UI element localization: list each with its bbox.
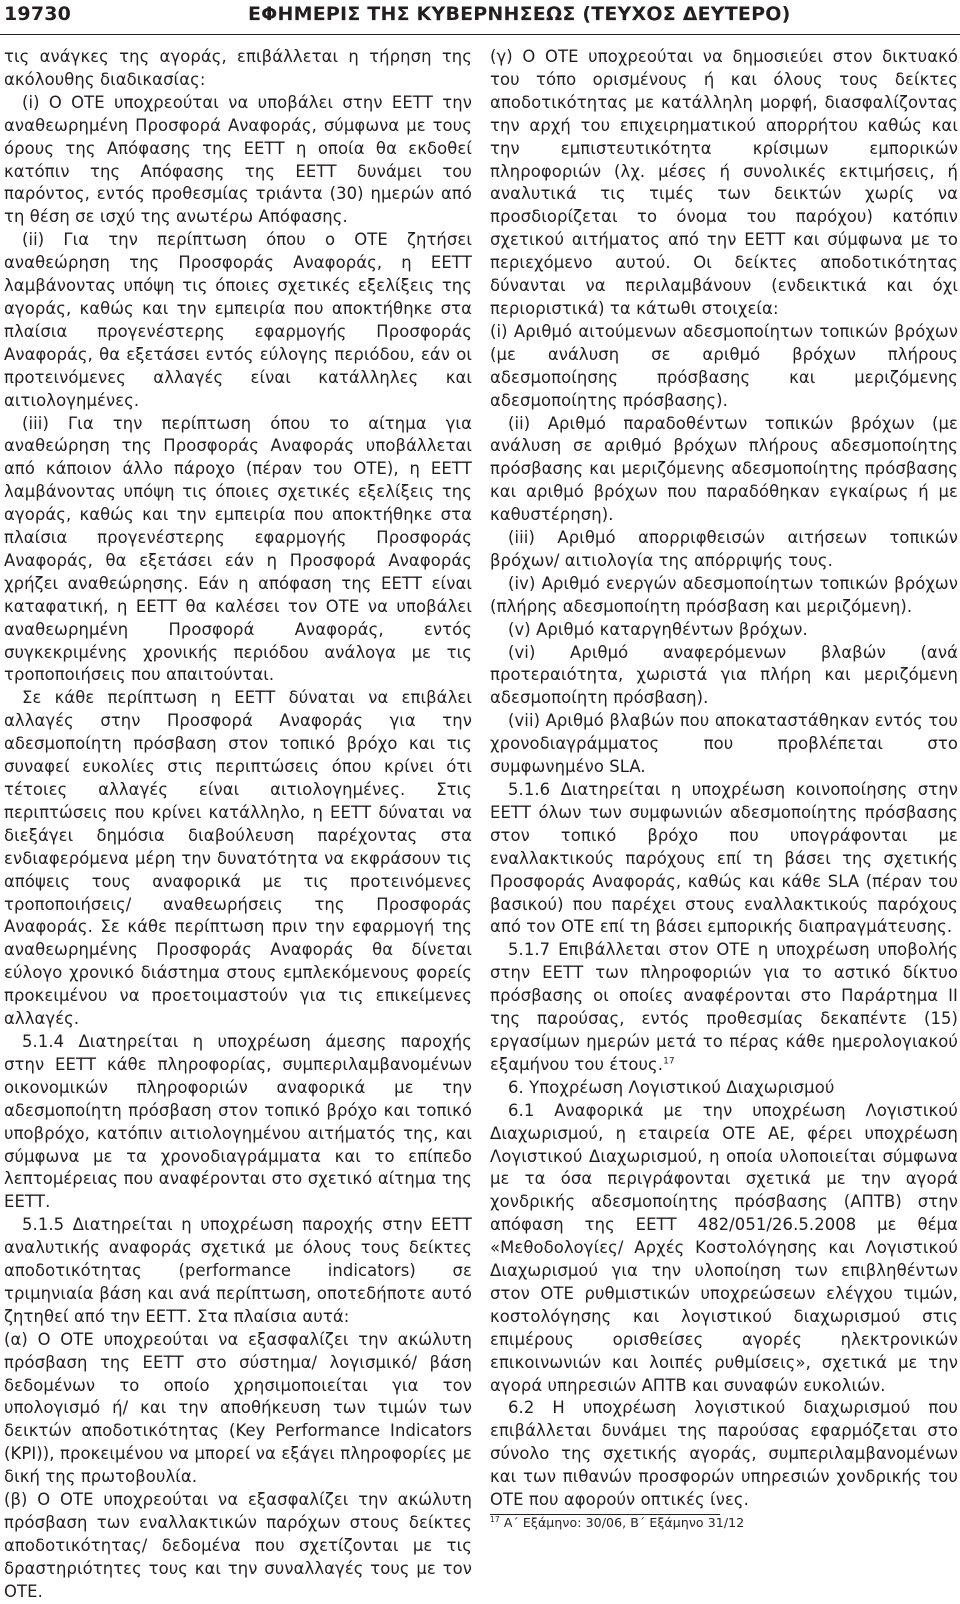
paragraph: (i) Ο ΟΤΕ υποχρεούται να υποβάλει στην ΕΕΤΤ την αναθεωρημένη Προσφορά Αναφοράς, σύμφωνα με τους όρους της Απόφασης της ΕΕΤΤ η οποία θα εκδοθεί κατόπιν της Απόφασης της ΕΕΤΤ δυνάμει του παρόντος, εντός προθεσμίας τριάντα (30) ημερών από τη θέση σε ισχύ της ανωτέρω Απόφασης. [4,92,472,227]
footnote-reference: 17 [663,1056,675,1067]
left-column [4,46,472,1604]
paragraph: τις ανάγκες της αγοράς, επιβάλλεται η τήρηση της ακόλουθης διαδικασίας: [4,47,472,89]
paragraph: (iv) Αριθμό ενεργών αδεσμοποίητων τοπικών βρόχων (πλήρης αδεσμοποίητη πρόσβαση και μεριζόμενη). [490,573,958,616]
paragraph-text: 5.1.7 Επιβάλλεται στον ΟΤΕ η υποχρέωση υποβολής στην ΕΕΤΤ των πληροφοριών για το αστικό δίκτυο πρόσβασης οι οποίες αναφέρονται στο Παράρτημα ΙΙ της παρούσας, εντός προθεσμίας δεκαπέντε (15) εργασίμων ημερών μετά το πέρας κάθε ημερολογιακού εξαμήνου του έτους. [490,940,958,1074]
paragraph: (α) Ο ΟΤΕ υποχρεούται να εξασφαλίζει την ακώλυτη πρόσβαση της ΕΕΤΤ στο σύστημα/ λογισμικό/ βάση δεδομένων το οποίο χρησιμοποιείται για τον υπολογισμό ή/ και την αποθήκευση των τιμών των δεικτών αποδοτικότητας (Key Performance Indicators (KPI)), προκειμένου να μπορεί να εξάγει πληροφορίες με δική της πρωτοβουλία. [4,1329,472,1487]
paragraph: 6.2 Η υποχρέωση λογιστικού διαχωρισμού που επιβάλλεται δυνάμει της παρούσας εφαρμόζεται στο σύνολο της σχετικής αγοράς, συμπεριλαμβανομένων και των πιθανών προσφορών υπηρεσιών χονδρικής του ΟΤΕ που αφορούν οπτικές ίνες. [490,1398,958,1510]
section-heading: 6. Υποχρέωση Λογιστικού Διαχωρισμού [508,1077,835,1097]
paragraph: 5.1.5 Διατηρείται η υποχρέωση παροχής στην ΕΕΤΤ αναλυτικής αναφοράς σχετικά με όλους τους δείκτες αποδοτικότητας (performance indicators) σε τριμηνιαία βάση και ανά περίπτωση, οποτεδήποτε αυτό ζητηθεί από την ΕΕΤΤ. Στα πλαίσια αυτά: [4,1215,472,1326]
paragraph: (i) Αριθμό αιτούμενων αδεσμοποίητων τοπικών βρόχων (με ανάλυση σε αριθμό βρόχων πλήρους αδεσμοποίησης πρόσβασης και μεριζόμενης αδεσμοποίητης πρόσβασης). [490,321,958,410]
paragraph: 5.1.4 Διατηρείται η υποχρέωση άμεσης παροχής στην ΕΕΤΤ κάθε πληροφορίας, συμπεριλαμβανομένων οικονομικών πληροφοριών αναφορικά με την αδεσμοποίητη πρόσβαση στον τοπικό βρόχο και τοπικό υποβρόχο, κατόπιν αιτιολογημένου αιτήματός της, και σύμφωνα με τα χρονοδιαγράμματα και το επίπεδο λεπτομέρειας που αναφέρονται στο σχετικό αίτημα της ΕΕΤΤ. [4,1031,472,1212]
paragraph: (β) Ο ΟΤΕ υποχρεούται να εξασφαλίζει την ακώλυτη πρόσβαση των εναλλακτικών παρόχων στους δείκτες αποδοτικότητας/ δεδομένα που σχετίζονται με τις δραστηριότητες τους και την συναλλαγές τους με τον ΟΤΕ. [4,1490,472,1601]
footnote-number: 17 [490,1514,500,1524]
paragraph: (iii) Αριθμό απορριφθεισών αιτήσεων τοπικών βρόχων/ αιτιολογία της απόρριψής τους. [490,528,958,570]
paragraph: 6.1 Αναφορικά με την υποχρέωση Λογιστικού Διαχωρισμού, η εταιρεία ΟΤΕ ΑΕ, φέρει υποχρέωση Λογιστικού Διαχωρισμού, η οποία υλοποιείται σύμφωνα με τα όσα περιγράφονται σχετικά με την αγορά χονδρικής αδεσμοποίητης πρόσβασης (ΑΠΤΒ) στην απόφαση της ΕΕΤΤ 482/051/26.5.2008 με θέμα «Μεθοδολογίες/ Αρχές Κοστολόγησης και Λογιστικού Διαχωρισμού για την υλοποίηση των επιβληθέντων στον ΟΤΕ ρυθμιστικών υποχρεώσεων ελέγχου τιμών, κοστολόγησης και λογιστικού διαχωρισμού στις επιμέρους ορισθείσες αγορές ηλεκτρονικών επικοινωνιών και λοιπές ρυθμίσεις», σχετικά με την αγορά υπηρεσιών ΑΠΤΒ και συναφών ευκολιών. [490,1100,958,1395]
paragraph: Σε κάθε περίπτωση η ΕΕΤΤ δύναται να επιβάλει αλλαγές στην Προσφορά Αναφοράς για την αδεσμοποίητη πρόσβαση στον τοπικό βρόχο και τις συναφεί ευκολίες στις περιπτώσεις όπου κρίνει ότι τέτοιες αλλαγές είναι αιτιολογημένες. Στις περιπτώσεις που κρίνει κατάλληλο, η ΕΕΤΤ δύναται να διεξάγει δημόσια διαβούλευση παρέχοντας στα ενδιαφερόμενα μέρη την δυνατότητα να εκφράσουν τις απόψεις τους αναφορικά με τις προτεινόμενες τροποποιήσεις/ αναθεωρήσεις της Προσφοράς Αναφοράς. Σε κάθε περίπτωση πριν την εφαρμογή της αναθεωρημένης Προσφοράς Αναφοράς θα δίνεται εύλογο χρονικό διάστημα στους εμπλεκόμενους φορείς προκειμένου να προετοιμαστούν για τις επικείμενες αλλαγές. [4,688,472,1029]
running-title: ΕΦΗΜΕΡΙΣ ΤΗΣ ΚΥΒΕΡΝΗΣΕΩΣ (ΤΕΥΧΟΣ ΔΕΥΤΕΡΟ) [248,3,791,25]
footnote-text: Α΄ Εξάμηνο: 30/06, Β΄ Εξάμηνο 31/12 [503,1515,745,1530]
paragraph: (γ) Ο ΟΤΕ υποχρεούται να δημοσιεύει στον δικτυακό του τόπο ορισμένους ή και όλους τους δείκτες αποδοτικότητας με κατάλληλη μορφή, διασφαλίζοντας την αρχή του επιχειρηματικού απορρήτου καθώς και την εμπιστευτικότητα κρίσιμων εμπορικών πληροφοριών (λχ. μέσες ή συνολικές εκτιμήσεις, ή αναλυτικά τις τιμές των δεικτών χωρίς να προσδιορίζεται το όνομα του παρόχου) κατόπιν σχετικού αιτήματος από την ΕΕΤΤ και σύμφωνα με το περιεχόμενο αυτού. Οι δείκτες αποδοτικότητας δύνανται να περιλαμβάνουν (ενδεικτικά και όχι περιοριστικά) τα κάτωθι στοιχεία: [490,47,958,318]
paragraph: (ii) Αριθμό παραδοθέντων τοπικών βρόχων (με ανάλυση σε αριθμό βρόχων πλήρους αδεσμοποίητης πρόσβασης και μεριζόμενης αδεσμοποίητης πρόσβασης και αριθμό βρόχων που παραδόθηκαν εγκαίρως ή με καθυστέρηση). [490,413,958,525]
paragraph: (vi) Αριθμό αναφερόμενων βλαβών (ανά προτεραιότητα, χωριστά για πλήρη και μεριζόμενη αδεσμοποίητη πρόσβαση). [490,642,958,708]
page-header [0,0,960,35]
paragraph: (v) Αριθμό καταργηθέντων βρόχων. [508,619,808,639]
paragraph: (iii) Για την περίπτωση όπου το αίτημα για αναθεώρηση της Προσφοράς Αναφοράς υποβάλλεται από κάποιον άλλο πάροχο (πέραν του ΟΤΕ), η ΕΕΤΤ λαμβάνοντας υπόψη τις όποιες σχετικές εξελίξεις της αγοράς, καθώς και την εμπειρία που αποκτήθηκε στα πλαίσια προγενέστερης εφαρμογής Προσφοράς Αναφοράς, θα εξετάσει εάν η Προσφορά Αναφοράς χρήζει αναθεώρησης. Εάν η απόφαση της ΕΕΤΤ είναι καταφατική, η ΕΕΤΤ θα καλέσει τον ΟΤΕ να υποβάλει αναθεωρημένη Προσφορά Αναφοράς, εντός συγκεκριμένης χρονικής περιόδου ανάλογα με τις τροποποιήσεις που απαιτούνται. [4,413,472,685]
paragraph: (ii) Για την περίπτωση όπου ο ΟΤΕ ζητήσει αναθεώρηση της Προσφοράς Αναφοράς, η ΕΕΤΤ λαμβάνοντας υπόψη τις όποιες σχετικές εξελίξεις της αγοράς, καθώς και την εμπειρία που αποκτήθηκε στα πλαίσια προγενέστερης εφαρμογής Προσφοράς Αναφοράς, θα εξετάσει εντός εύλογης περιόδου, εάν οι προτεινόμενες αλλαγές είναι κατάλληλες και αιτιολογημένες. [4,230,472,410]
paragraph: 5.1.6 Διατηρείται η υποχρέωση κοινοποίησης στην ΕΕΤΤ όλων των συμφωνιών αδεσμοποίητης πρόσβασης στον τοπικό βρόχο που υπογράφονται με εναλλακτικούς παρόχους επί τη βάσει της σχετικής Προσφοράς Αναφοράς, καθώς και κάθε SLA (πέραν του βασικού) που παρέχει στους εναλλακτικούς παρόχους από τον ΟΤΕ επί τη βάσει εμπορικής διαπραγμάτευσης. [490,780,958,937]
footnote [490,1515,958,1531]
page-number: 19730 [4,3,72,25]
right-column [490,46,958,1531]
paragraph [490,939,958,1076]
paragraph: (vii) Αριθμό βλαβών που αποκαταστάθηκαν εντός του χρονοδιαγράμματος που προβλέπεται στο συμφωνημένο SLA. [490,711,958,777]
